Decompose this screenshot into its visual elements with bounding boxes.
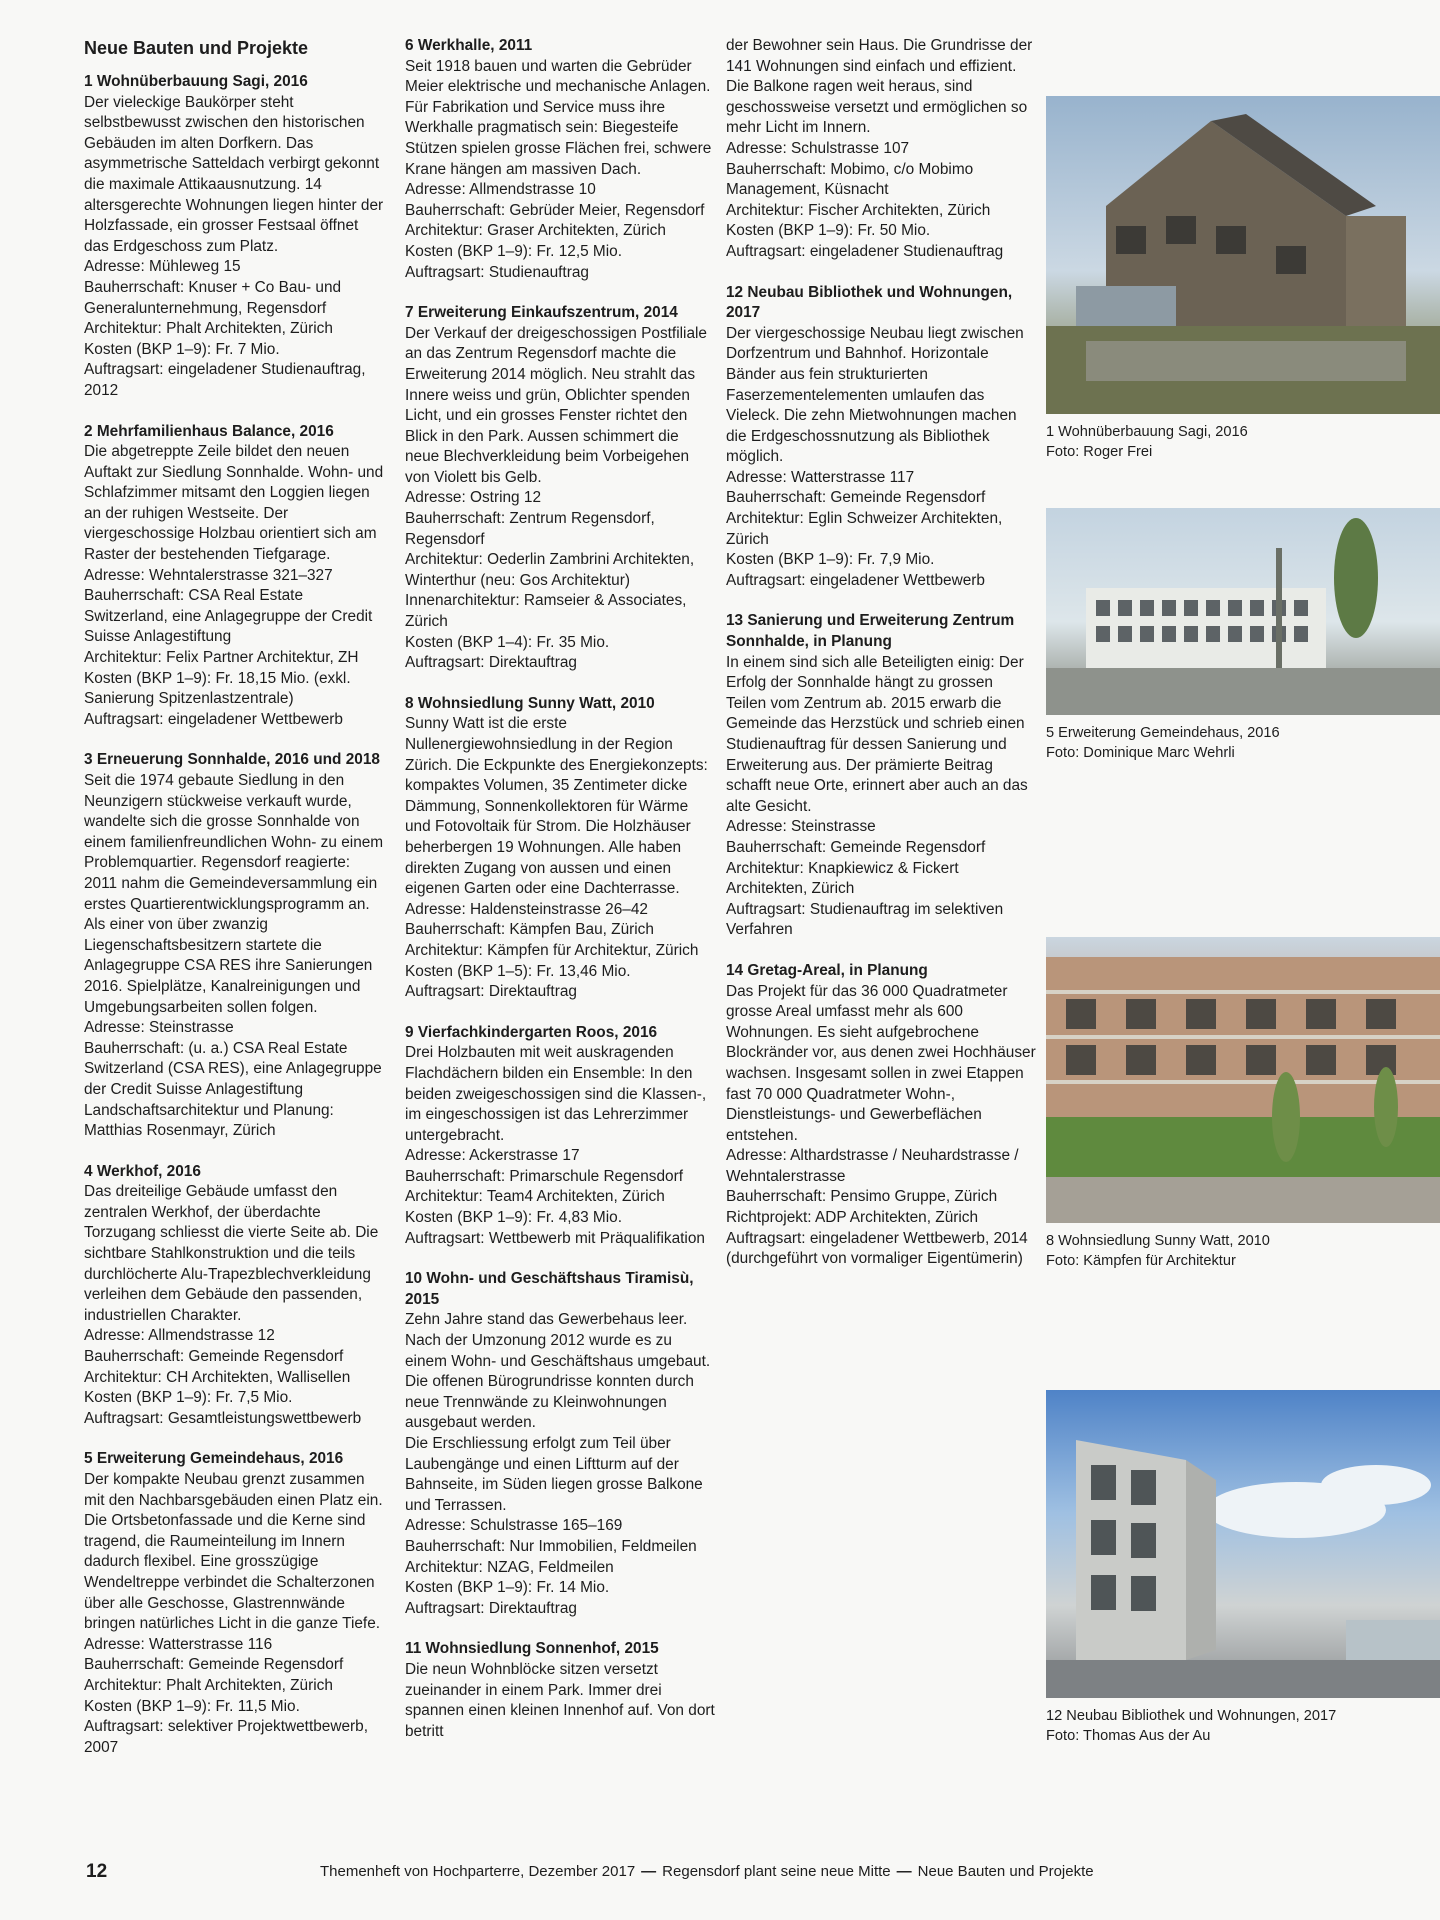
project-fact: Architektur: Graser Architekten, Zürich <box>405 222 666 240</box>
figure-12 <box>1046 1390 1440 1746</box>
project-entry <box>405 694 715 1003</box>
text-column-2 <box>405 36 715 1762</box>
project-title: 14 Gretag-Areal, in Planung <box>726 961 928 979</box>
project-entry <box>726 611 1036 941</box>
project-description: Zehn Jahre stand das Gewerbehaus leer. Nach der Umzonung 2012 wurde es zu einem Wohn- und Geschäftshaus umgebaut. Die offenen Bürogrundrisse konnten durch neue Trennwände zu Kleinwohnungen ausgebaut werden. Die Erschliessung erfolgt zum Teil über Laubengänge und einen Liftturm auf der Bahnseite, im Süden liegen grosse Balkone und Terrassen. <box>405 1311 711 1514</box>
photo-neubau-bibliothek <box>1046 1390 1440 1698</box>
project-fact: Auftragsart: eingeladener Wettbewerb <box>84 710 343 728</box>
figure-caption: 5 Erweiterung Gemeindehaus, 2016 Foto: Dominique Marc Wehrli <box>1046 725 1280 761</box>
project-title: 12 Neubau Bibliothek und Wohnungen, 2017 <box>726 283 1013 322</box>
figure-1 <box>1046 96 1440 462</box>
project-fact: Architektur: Oederlin Zambrini Architekten, Winterthur (neu: Gos Architektur) <box>405 551 695 589</box>
project-fact: Bauherrschaft: Zentrum Regensdorf, Regensdorf <box>405 510 655 548</box>
project-title: 8 Wohnsiedlung Sunny Watt, 2010 <box>405 694 655 712</box>
footer-separator: — <box>641 1863 657 1880</box>
text-column-3 <box>726 36 1036 1290</box>
project-fact: Auftragsart: selektiver Projektwettbewerb, 2007 <box>84 1718 368 1756</box>
project-title: 3 Erneuerung Sonnhalde, 2016 und 2018 <box>84 751 380 769</box>
project-title: 10 Wohn- und Geschäftshaus Tiramisù, 2015 <box>405 1270 694 1308</box>
project-fact: Auftragsart: Direktauftrag <box>405 1599 577 1617</box>
project-fact: Bauherrschaft: Mobimo, c/o Mobimo Management, Küsnacht <box>726 160 974 199</box>
project-fact: Auftragsart: Gesamtleistungswettbewerb <box>84 1409 362 1427</box>
photo-wohnsiedlung-sunny-watt <box>1046 937 1440 1223</box>
project-fact: Architektur: CH Architekten, Wallisellen <box>84 1368 351 1386</box>
project-fact: Architektur: Kämpfen für Architektur, Zürich <box>405 941 699 959</box>
project-fact: Auftragsart: eingeladener Studienauftrag, 2012 <box>84 361 366 399</box>
project-fact: Auftragsart: Wettbewerb mit Präqualifikation <box>405 1229 705 1247</box>
text-column-1 <box>84 36 384 1778</box>
project-title: 6 Werkhalle, 2011 <box>405 37 533 54</box>
project-fact: Architektur: Phalt Architekten, Zürich <box>84 320 333 338</box>
page-footer <box>0 1861 1440 1885</box>
figure-caption: 12 Neubau Bibliothek und Wohnungen, 2017 Foto: Thomas Aus der Au <box>1046 1708 1337 1744</box>
project-description: Der viergeschossige Neubau liegt zwischen Dorfzentrum und Bahnhof. Horizontale Bänder aus fein strukturierten Faserzementelementen umlaufen das Vieleck. Die zehn Mietwohnungen machen die Erdgeschossnutzung als Bibliothek möglich. <box>726 324 1024 466</box>
project-entry <box>405 1023 715 1250</box>
project-fact: Bauherrschaft: Gemeinde Regensdorf <box>726 489 986 507</box>
project-fact: Adresse: Althardstrasse / Neuhardstrasse / Wehntalerstrasse <box>726 1147 1019 1185</box>
project-description: Der kompakte Neubau grenzt zusammen mit den Nachbarsgebäuden einen Platz ein. Die Ortsbetonfassade und die Kerne sind tragend, die Raumeinteilung im Innern dadurch flexibel. Eine grosszügige Wendeltreppe verbindet die Schalterzonen über alle Geschosse, Glastrennwände bringen natürliches Licht in die ganze Tiefe. <box>84 1471 383 1633</box>
project-fact: Adresse: Steinstrasse <box>84 1019 234 1037</box>
project-description: Der Verkauf der dreigeschossigen Postfiliale an das Zentrum Regensdorf machte die Erweiterung 2014 möglich. Neu strahlt das Innere weiss und grün, Oblichter spenden Licht, und ein grosses Fenster richtet den Blick in den Park. Aussen schimmert die neue Blechverkleidung beim Vorbeigehen von Violett bis Gelb. <box>405 324 707 486</box>
project-fact: Adresse: Watterstrasse 117 <box>726 468 915 486</box>
project-entry <box>84 72 384 402</box>
project-fact: Adresse: Wehntalerstrasse 321–327 <box>84 566 333 584</box>
project-fact: Adresse: Mühleweg 15 <box>84 258 241 276</box>
photo-erweiterung-gemeindehaus <box>1046 508 1440 715</box>
project-description: Die neun Wohnblöcke sitzen versetzt zueinander in einem Park. Immer drei spannen einen kleinen Innenhof auf. Von dort betritt <box>405 1660 715 1740</box>
project-fact: Adresse: Allmendstrasse 10 <box>405 181 596 199</box>
project-fact: Adresse: Watterstrasse 116 <box>84 1635 273 1653</box>
project-description: In einem sind sich alle Beteiligten einig: Der Erfolg der Sonnhalde hängt zu grossen Teilen vom Zentrum ab. 2015 erwarb die Gemeinde das Herzstück und schrieb einen Studienauftrag für dessen Sanierung und Erweiterung aus. Der prämierte Beitrag schafft neue Orte, erinnert aber auch an das alte Gesicht. <box>726 653 1028 815</box>
project-fact: Kosten (BKP 1–9): Fr. 7,9 Mio. <box>726 551 935 569</box>
project-title: 5 Erweiterung Gemeindehaus, 2016 <box>84 1450 344 1468</box>
project-fact: Bauherrschaft: Pensimo Gruppe, Zürich <box>726 1188 998 1206</box>
project-description: Das Projekt für das 36 000 Quadratmeter grosse Areal umfasst mehr als 600 Wohnungen. Es sieht aufgebrochene Blockränder vor, aus denen zwei Hochhäuser wachsen. Insgesamt sollen in zwei Etappen fast 70 000 Quadratmeter Wohn-, Dienstleistungs- und Gewerbeflächen entstehen. <box>726 982 1036 1144</box>
figure-caption: 1 Wohnüberbauung Sagi, 2016 Foto: Roger Frei <box>1046 424 1248 460</box>
project-fact: Architektur: Eglin Schweizer Architekten, Zürich <box>726 510 1003 548</box>
project-title: 4 Werkhof, 2016 <box>84 1162 201 1180</box>
project-fact: Auftragsart: Direktauftrag <box>405 983 577 1001</box>
project-fact: Bauherrschaft: Gemeinde Regensdorf <box>84 1656 344 1674</box>
project-fact: Adresse: Ostring 12 <box>405 489 542 507</box>
project-fact: Architektur: Felix Partner Architektur, ZH <box>84 649 359 667</box>
project-fact: Landschaftsarchitektur und Planung: Matthias Rosenmayr, Zürich <box>84 1101 334 1140</box>
project-description: der Bewohner sein Haus. Die Grundrisse der 141 Wohnungen sind einfach und effizient. Die Balkone ragen weit heraus, sind geschossweise versetzt und ermöglichen so mehr Licht im Innern. <box>726 37 1033 137</box>
footer-separator: — <box>896 1863 912 1880</box>
project-fact: Kosten (BKP 1–9): Fr. 50 Mio. <box>726 222 931 240</box>
project-title: 7 Erweiterung Einkaufszentrum, 2014 <box>405 304 678 322</box>
figure-8 <box>1046 937 1440 1271</box>
project-entry <box>726 283 1036 592</box>
project-fact: Bauherrschaft: Nur Immobilien, Feldmeilen <box>405 1537 697 1555</box>
project-description: Seit 1918 bauen und warten die Gebrüder Meier elektrische und mechanische Anlagen. Für Fabrikation und Service muss ihre Werkhalle pragmatisch sein: Biegesteife Stützen spielen grosse Flächen frei, schwere Krane hängen am massiven Dach. <box>405 57 712 178</box>
project-fact: Architektur: NZAG, Feldmeilen <box>405 1558 614 1576</box>
page-number: 12 <box>86 1861 108 1882</box>
figure-caption: 8 Wohnsiedlung Sunny Watt, 2010 Foto: Kämpfen für Architektur <box>1046 1233 1270 1269</box>
footer-section: Neue Bauten und Projekte <box>917 1863 1094 1880</box>
project-fact: Bauherrschaft: Gemeinde Regensdorf <box>726 838 986 856</box>
project-fact: Adresse: Allmendstrasse 12 <box>84 1327 275 1345</box>
project-fact: Kosten (BKP 1–9): Fr. 14 Mio. <box>405 1579 610 1597</box>
project-entry <box>84 422 384 731</box>
photo-wohnueberbauung-sagi <box>1046 96 1440 414</box>
project-fact: Kosten (BKP 1–9): Fr. 7,5 Mio. <box>84 1389 293 1407</box>
project-fact: Richtprojekt: ADP Architekten, Zürich <box>726 1209 979 1227</box>
project-fact: Architektur: Fischer Architekten, Zürich <box>726 201 991 219</box>
project-fact: Auftragsart: eingeladener Studienauftrag <box>726 242 1004 260</box>
project-fact: Auftragsart: eingeladener Wettbewerb <box>726 571 985 589</box>
project-description: Sunny Watt ist die erste Nullenergiewohnsiedlung in der Region Zürich. Die Eckpunkte des Energiekonzepts: kompaktes Volumen, 35 Zentimeter dicke Dämmung, Sonnenkollektoren für Wärme und Fotovoltaik für Strom. Die Holzhäuser beherbergen 19 Wohnungen. Alle haben direkten Zugang von aussen und einen eigenen Garten oder eine Dachterrasse. <box>405 715 708 898</box>
project-fact: Architektur: Phalt Architekten, Zürich <box>84 1676 333 1694</box>
project-fact: Bauherrschaft: Kämpfen Bau, Zürich <box>405 921 654 939</box>
project-title: 11 Wohnsiedlung Sonnenhof, 2015 <box>405 1640 659 1658</box>
project-title: 13 Sanierung und Erweiterung Zentrum Sonnhalde, in Planung <box>726 612 1015 651</box>
project-fact: Kosten (BKP 1–4): Fr. 35 Mio. <box>405 633 610 651</box>
project-fact: Adresse: Schulstrasse 107 <box>726 139 910 157</box>
project-entry <box>405 303 715 674</box>
project-entry <box>84 1449 384 1758</box>
footer-topic: Regensdorf plant seine neue Mitte <box>662 1863 891 1880</box>
project-fact: Adresse: Schulstrasse 165–169 <box>405 1517 623 1535</box>
project-fact: Kosten (BKP 1–9): Fr. 18,15 Mio. (exkl. Sanierung Spitzenlastzentrale) <box>84 669 351 708</box>
project-fact: Architektur: Knapkiewicz & Fickert Architekten, Zürich <box>726 859 959 898</box>
project-description: Der vieleckige Baukörper steht selbstbewusst zwischen den historischen Gebäuden im alten Dorfkern. Das asymmetrische Satteldach verbirgt gekonnt die maximale Attikaausnutzung. 14 altersgerechte Wohnungen liegen hinter der Holzfassade, ein grosser Festsaal öffnet das Erdgeschoss zum Platz. <box>84 93 384 255</box>
project-fact: Adresse: Steinstrasse <box>726 818 876 836</box>
project-fact: Innenarchitektur: Ramseier & Associates, Zürich <box>405 592 687 631</box>
project-entry <box>726 961 1036 1270</box>
project-entry <box>84 1162 384 1430</box>
project-fact: Adresse: Haldensteinstrasse 26–42 <box>405 900 648 918</box>
project-fact: Architektur: Team4 Architekten, Zürich <box>405 1188 665 1206</box>
project-fact: Bauherrschaft: Knuser + Co Bau- und Generalunternehmung, Regensdorf <box>84 278 342 317</box>
project-fact: Bauherrschaft: Gebrüder Meier, Regensdorf <box>405 201 705 219</box>
project-fact: Adresse: Ackerstrasse 17 <box>405 1147 580 1165</box>
project-fact: Kosten (BKP 1–5): Fr. 13,46 Mio. <box>405 962 631 980</box>
project-fact: Kosten (BKP 1–9): Fr. 7 Mio. <box>84 340 280 358</box>
footer-publication: Themenheft von Hochparterre, Dezember 2017 <box>320 1863 636 1880</box>
project-title: 9 Vierfachkindergarten Roos, 2016 <box>405 1023 658 1041</box>
footer-line <box>320 1863 1094 1880</box>
project-fact: Bauherrschaft: Gemeinde Regensdorf <box>84 1348 344 1366</box>
project-entry <box>726 36 1036 263</box>
project-title: 1 Wohnüberbauung Sagi, 2016 <box>84 73 308 90</box>
project-fact: Bauherrschaft: (u. a.) CSA Real Estate Switzerland (CSA RES), eine Anlagegruppe der Credit Suisse Anlagestiftung <box>84 1039 382 1098</box>
project-description: Die abgetreppte Zeile bildet den neuen Auftakt zur Siedlung Sonnhalde. Wohn- und Schlafzimmer mitsamt den Loggien liegen an der ruhigen Westseite. Der viergeschossige Holzbau orientiert sich am Raster der bestehenden Tiefgarage. <box>84 443 384 564</box>
project-fact: Auftragsart: eingeladener Wettbewerb, 2014 (durchgeführt von vormaliger Eigentümerin) <box>726 1229 1028 1268</box>
section-title: Neue Bauten und Projekte <box>84 38 309 58</box>
project-entry <box>405 1639 715 1742</box>
project-fact: Kosten (BKP 1–9): Fr. 11,5 Mio. <box>84 1697 300 1715</box>
project-fact: Bauherrschaft: CSA Real Estate Switzerland, eine Anlagegruppe der Credit Suisse Anlagestiftung <box>84 587 373 646</box>
project-fact: Auftragsart: Studienauftrag im selektiven Verfahren <box>726 900 1004 939</box>
project-fact: Kosten (BKP 1–9): Fr. 12,5 Mio. <box>405 242 623 260</box>
project-fact: Auftragsart: Direktauftrag <box>405 654 577 672</box>
project-fact: Kosten (BKP 1–9): Fr. 4,83 Mio. <box>405 1209 623 1227</box>
project-title: 2 Mehrfamilienhaus Balance, 2016 <box>84 422 334 440</box>
project-entry <box>405 36 715 283</box>
project-fact: Bauherrschaft: Primarschule Regensdorf <box>405 1167 684 1185</box>
project-description: Das dreiteilige Gebäude umfasst den zentralen Werkhof, der überdachte Torzugang schliesst die vierte Seite ab. Die sichtbare Stahlkonstruktion und die teils durchlöcherte Alu-Trapezblechverkleidung verleihen dem Gebäude den passenden, industriellen Charakter. <box>84 1183 379 1324</box>
project-description: Seit die 1974 gebaute Siedlung in den Neunzigern stückweise verkauft wurde, wandelte sich die grosse Sonnhalde von einem familienfreundlichen Wohn- zu einem Problemquartier. Regensdorf reagierte: 2011 nahm die Gemeindeversammlung ein erstes Quartierentwicklungsprogramm an. Als einer von über zwanzig Liegenschaftsbesitzern startete die Anlagegruppe CSA RES ihre Sanierungen 2016. Spielplätze, Kanalreinigungen und Umgebungsarbeiten sollen folgen. <box>84 772 384 1016</box>
figure-5 <box>1046 508 1440 763</box>
project-entry <box>405 1269 715 1619</box>
project-description: Drei Holzbauten mit weit auskragenden Flachdächern bilden ein Ensemble: In den beiden zweigeschossigen sind die Klassen-, im eingeschossigen ist das Lehrerzimmer untergebracht. <box>405 1044 707 1144</box>
project-fact: Auftragsart: Studienauftrag <box>405 263 589 281</box>
project-entry <box>84 750 384 1141</box>
